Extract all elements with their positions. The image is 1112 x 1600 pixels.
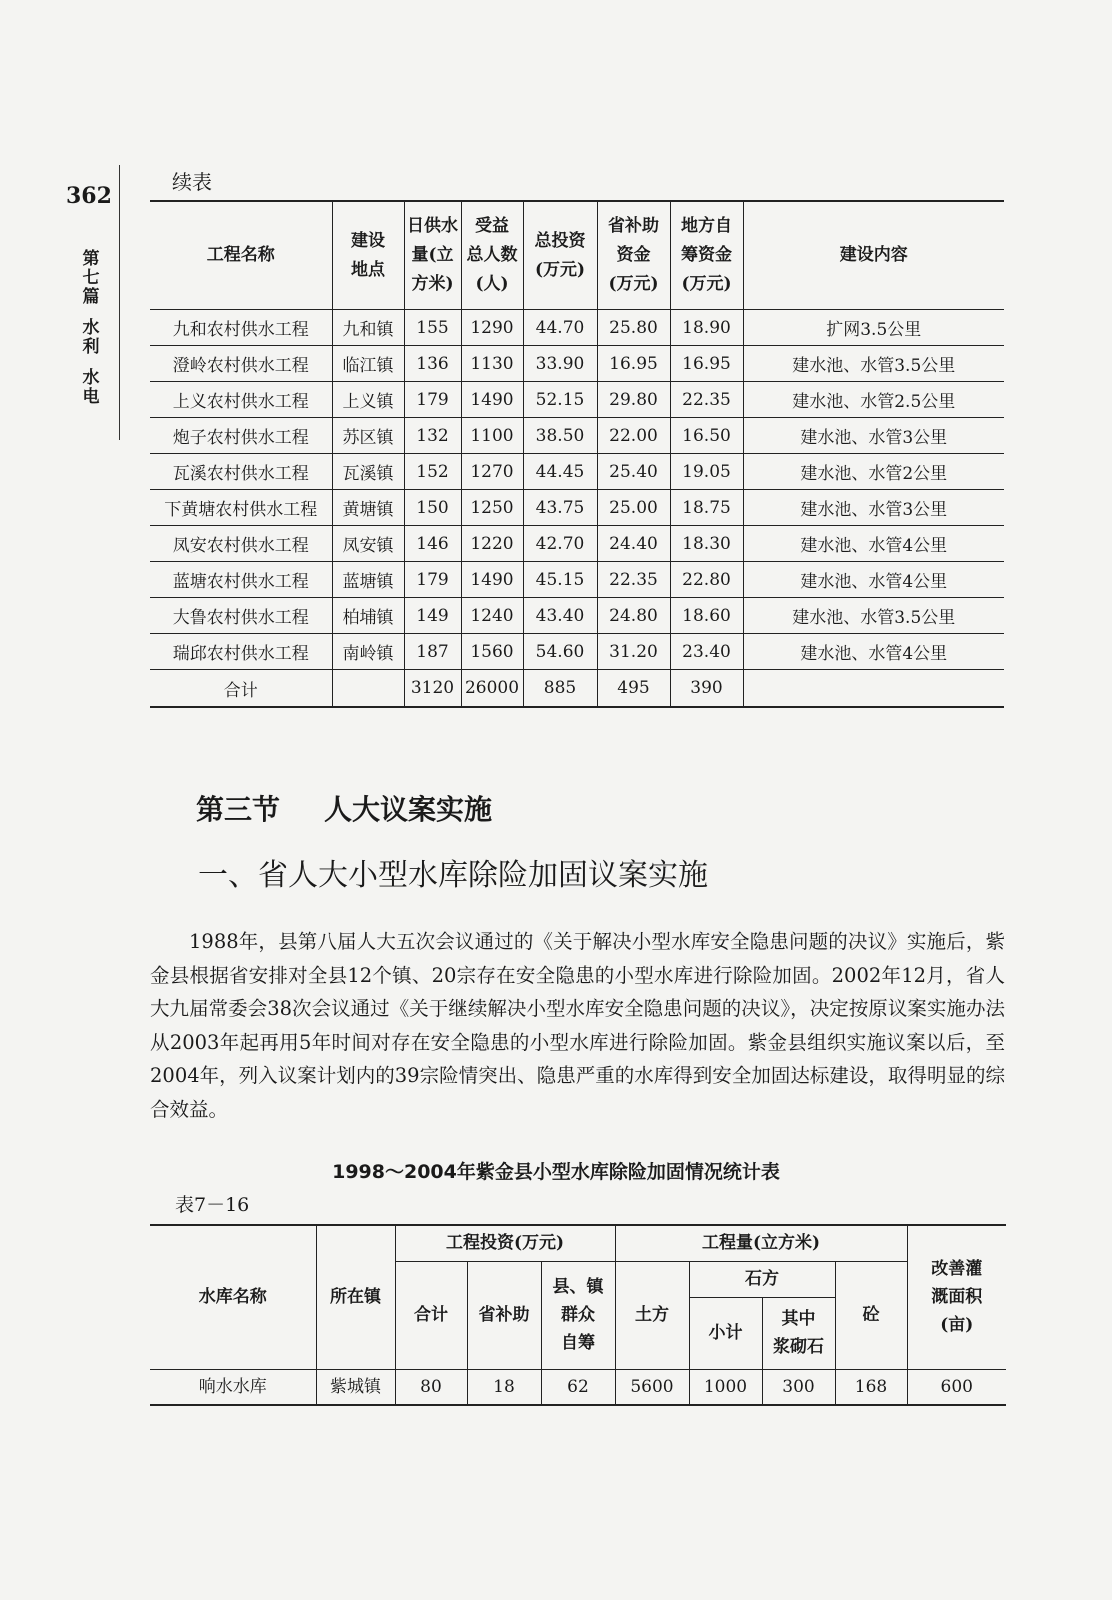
table-cell: 响水水库 [150,1369,316,1405]
table-cell: 16.95 [670,346,743,382]
table-cell: 1130 [461,346,523,382]
table-cell: 187 [404,634,461,670]
header-cell: 小计 [689,1297,762,1369]
table-row [150,634,1004,670]
table-cell: 柏埔镇 [332,598,404,634]
table-cell: 23.40 [670,634,743,670]
table-cell: 上义镇 [332,382,404,418]
section-title: 第三节 人大议案实施 [196,793,493,826]
body-paragraph: 1988年，县第八届人大五次会议通过的《关于解决小型水库安全隐患问题的决议》实施后，紫金县根据省安排对全县12个镇、20宗存在安全隐患的小型水库进行除险加固。2002年12月，省人大九届常委会38次会议通过《关于继续解决小型水库安全隐患问题的决议》，决定按原议案实施办法从2003年起再用5年时间对存在安全隐患的小型水库进行除险加固。紫金县组织实施议案以后，至2004年，列入议案计划内的39宗险情突出、隐患严重的水库得到安全加固达标建设，取得明显的综合效益。 [150,930,1005,1121]
table-row [150,418,1004,454]
table-cell: 合计 [150,670,332,708]
table-cell: 1560 [461,634,523,670]
table-cell: 495 [597,670,670,708]
table-cell: 22.35 [670,382,743,418]
table-cell: 18.30 [670,526,743,562]
table-cell: 瓦溪镇 [332,454,404,490]
table-row [150,346,1004,382]
table-cell: 44.45 [523,454,597,490]
table-number: 表7－16 [175,1194,250,1216]
table-title: 1998～2004年紫金县小型水库除险加固情况统计表 [332,1161,780,1183]
table-cell: 九和农村供水工程 [150,310,332,346]
table-cell: 179 [404,382,461,418]
table-cell: 九和镇 [332,310,404,346]
header-cell: 建设内容 [743,201,1004,310]
header-cell: 石方 [689,1261,835,1297]
header-cell: 省补助 [467,1261,541,1369]
table-cell: 22.00 [597,418,670,454]
header-cell: 工程投资(万元) [395,1225,615,1261]
table-cell: 炮子农村供水工程 [150,418,332,454]
table-cell: 45.15 [523,562,597,598]
header-cell: 其中 浆砌石 [762,1297,835,1369]
table-cell: 18 [467,1369,541,1405]
water-supply-table [150,200,1004,708]
table-cell: 16.50 [670,418,743,454]
table-cell: 43.75 [523,490,597,526]
header-cell: 地方自 筹资金 (万元) [670,201,743,310]
chapter-side-label: 第 七 篇 水 利 水 电 [82,249,100,407]
table-cell: 18.90 [670,310,743,346]
header-cell: 省补助 资金 (万元) [597,201,670,310]
table-cell: 1490 [461,562,523,598]
header-cell: 砼 [835,1261,907,1369]
table-cell: 1250 [461,490,523,526]
table-cell: 1000 [689,1369,762,1405]
table-cell: 18.60 [670,598,743,634]
table-cell: 1270 [461,454,523,490]
total-row [150,670,1004,708]
table-cell: 3120 [404,670,461,708]
table-cell: 19.05 [670,454,743,490]
table-cell: 蓝塘农村供水工程 [150,562,332,598]
header-cell: 工程量(立方米) [615,1225,907,1261]
header-cell: 日供水 量(立 方米) [404,201,461,310]
table-cell: 下黄塘农村供水工程 [150,490,332,526]
table-cell: 52.15 [523,382,597,418]
table-cell: 苏区镇 [332,418,404,454]
page-number: 362 [66,183,112,209]
table-cell: 24.80 [597,598,670,634]
table-cell: 澄岭农村供水工程 [150,346,332,382]
table-cell: 26000 [461,670,523,708]
table-cell [332,670,404,708]
table-cell: 168 [835,1369,907,1405]
header-cell: 土方 [615,1261,689,1369]
header-cell: 水库名称 [150,1225,316,1369]
reservoir-table [150,1224,1006,1406]
table-cell: 瑞邱农村供水工程 [150,634,332,670]
table-cell: 31.20 [597,634,670,670]
table-cell: 44.70 [523,310,597,346]
table-cell: 建水池、水管4公里 [743,562,1004,598]
table-row [150,562,1004,598]
table-cell: 885 [523,670,597,708]
continuation-label: 续表 [172,170,212,194]
table-cell: 132 [404,418,461,454]
table-cell: 凤安镇 [332,526,404,562]
header-cell: 改善灌 溉面积 (亩) [907,1225,1006,1369]
header-cell: 受益 总人数 (人) [461,201,523,310]
header-cell: 工程名称 [150,201,332,310]
table-cell: 建水池、水管4公里 [743,634,1004,670]
table-cell: 80 [395,1369,467,1405]
header-cell: 建设 地点 [332,201,404,310]
table-cell: 25.80 [597,310,670,346]
table-cell: 22.35 [597,562,670,598]
table-cell: 1290 [461,310,523,346]
table-cell: 黄塘镇 [332,490,404,526]
table-header-row [150,201,1004,310]
table-cell: 29.80 [597,382,670,418]
table-cell: 1100 [461,418,523,454]
table-cell: 25.40 [597,454,670,490]
table-cell: 54.60 [523,634,597,670]
table-cell: 临江镇 [332,346,404,382]
header-cell: 县、镇 群众 自筹 [541,1261,615,1369]
table-cell: 瓦溪农村供水工程 [150,454,332,490]
table-cell: 155 [404,310,461,346]
table-cell: 蓝塘镇 [332,562,404,598]
table-cell: 南岭镇 [332,634,404,670]
table-cell: 凤安农村供水工程 [150,526,332,562]
table-row [150,310,1004,346]
table-cell: 24.40 [597,526,670,562]
table-cell: 大鲁农村供水工程 [150,598,332,634]
table-cell: 扩网3.5公里 [743,310,1004,346]
table-cell: 建水池、水管3公里 [743,490,1004,526]
table-cell: 22.80 [670,562,743,598]
header-cell: 所在镇 [316,1225,395,1369]
table-cell: 150 [404,490,461,526]
table-row [150,598,1004,634]
table-cell: 建水池、水管3.5公里 [743,598,1004,634]
table-cell: 建水池、水管2.5公里 [743,382,1004,418]
table-cell: 62 [541,1369,615,1405]
table-cell: 146 [404,526,461,562]
table-row [150,454,1004,490]
table-row [150,490,1004,526]
table-cell: 42.70 [523,526,597,562]
table-cell: 上义农村供水工程 [150,382,332,418]
table-cell: 38.50 [523,418,597,454]
table-cell: 1490 [461,382,523,418]
table-cell: 1220 [461,526,523,562]
table-row [150,382,1004,418]
table-cell: 建水池、水管2公里 [743,454,1004,490]
table-cell: 16.95 [597,346,670,382]
table-cell: 179 [404,562,461,598]
table-cell: 建水池、水管3.5公里 [743,346,1004,382]
table-cell: 25.00 [597,490,670,526]
table-row [150,1369,1006,1405]
table-cell: 1240 [461,598,523,634]
table-cell: 紫城镇 [316,1369,395,1405]
table-cell: 300 [762,1369,835,1405]
header-cell: 合计 [395,1261,467,1369]
table-cell: 43.40 [523,598,597,634]
margin-rule [119,165,120,440]
table-cell: 136 [404,346,461,382]
table-cell [743,670,1004,708]
header-cell: 总投资 (万元) [523,201,597,310]
table-cell: 18.75 [670,490,743,526]
subsection-title: 一、省人大小型水库除险加固议案实施 [198,858,708,893]
table-row [150,526,1004,562]
table-cell: 390 [670,670,743,708]
table-header-row [150,1225,1006,1261]
table-cell: 152 [404,454,461,490]
table-cell: 建水池、水管3公里 [743,418,1004,454]
table-cell: 149 [404,598,461,634]
table-cell: 600 [907,1369,1006,1405]
table-cell: 建水池、水管4公里 [743,526,1004,562]
table-cell: 5600 [615,1369,689,1405]
table-cell: 33.90 [523,346,597,382]
